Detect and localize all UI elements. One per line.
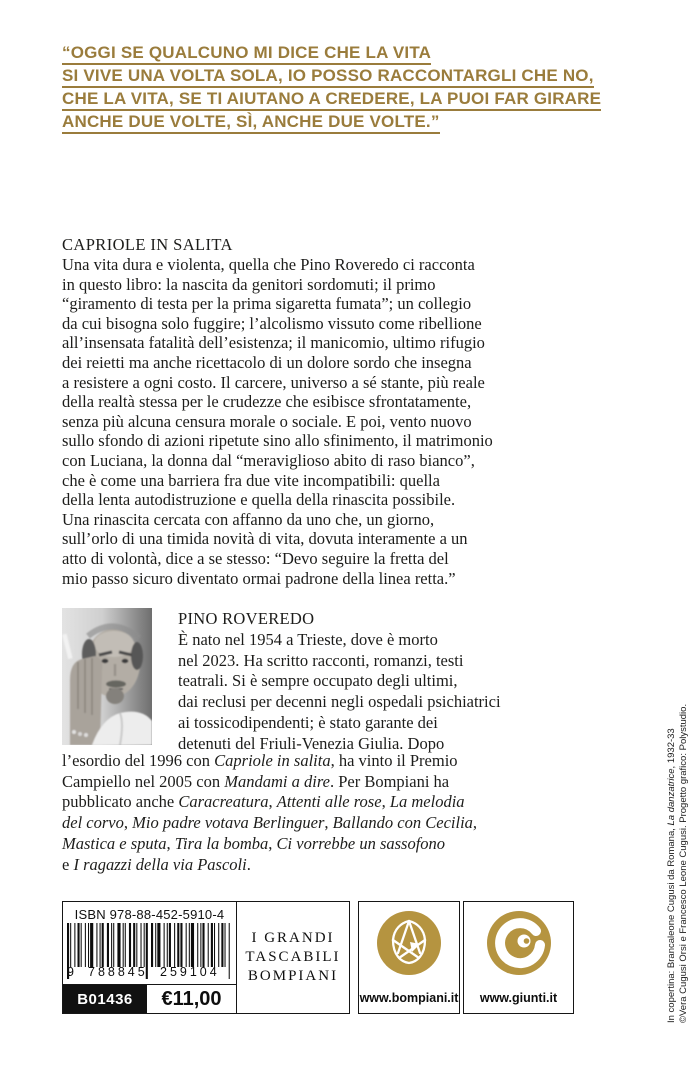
text-line: SI VIVE UNA VOLTA SOLA, IO POSSO RACCONTARGLI CHE NO, bbox=[62, 67, 594, 88]
text-line: dei reietti ma anche ricettacolo di un dolore sordo che insegna bbox=[62, 352, 472, 372]
giunti-url: www.giunti.it bbox=[479, 991, 558, 1005]
quote-block bbox=[62, 44, 601, 136]
price: €11,00 bbox=[161, 987, 222, 1010]
text-line: TASCABILI bbox=[245, 949, 341, 965]
text-line: “OGGI SE QUALCUNO MI DICE CHE LA VITA bbox=[62, 44, 431, 65]
giunti-logo-icon bbox=[487, 911, 551, 975]
author-bio-column bbox=[178, 608, 648, 754]
text-line: da cui bisogna solo fuggire; l’alcolismo vissuto come ribellione bbox=[62, 313, 482, 333]
text-line: e I ragazzi della via Pascoli. bbox=[62, 854, 251, 874]
text-line: della lenta autodistruzione e quella della rinascita possibile. bbox=[62, 490, 456, 510]
barcode-digits bbox=[63, 965, 236, 982]
bompiani-logo-icon bbox=[377, 911, 441, 975]
text-line: con Luciana, la donna dal “meraviglioso abito di raso bianco”, bbox=[62, 450, 475, 470]
text-line: a resistere a ogni costo. Il carcere, universo a sé stante, più reale bbox=[62, 372, 485, 392]
text-line: Una rinascita cercata con affanno da uno che, un giorno, bbox=[62, 509, 435, 529]
barcode-digit-group: 9 bbox=[67, 965, 74, 979]
isbn-imprint-box bbox=[62, 901, 350, 1014]
text-line: in questo libro: la nascita da genitori sordomuti; il primo bbox=[62, 274, 436, 294]
text-line: Campiello nel 2005 con Mandami a dire. Per Bompiani ha bbox=[62, 771, 450, 791]
text-line: detenuti del Friuli-Venezia Giulia. Dopo bbox=[178, 733, 445, 753]
text-line: BOMPIANI bbox=[247, 968, 339, 984]
book-title: CAPRIOLE IN SALITA bbox=[62, 235, 233, 254]
text-line: che è come una barriera fra due vite incompatibili: quella bbox=[62, 470, 440, 490]
author-bio-continued bbox=[62, 751, 647, 875]
text-line: l’esordio del 1996 con Capriole in salita, ha vinto il Premio bbox=[62, 751, 458, 770]
barcode-panel bbox=[63, 902, 237, 1013]
giunti-panel bbox=[463, 901, 574, 1014]
code-price-row bbox=[63, 984, 236, 1013]
text-line: pubblicato anche Caracreatura, Attenti alle rose, La melodia bbox=[62, 792, 465, 812]
author-bio-lines bbox=[178, 630, 648, 754]
description-lines bbox=[62, 255, 647, 588]
author-photo bbox=[62, 608, 152, 745]
imprint-panel bbox=[237, 902, 349, 1013]
text-line: I GRANDI bbox=[251, 930, 335, 946]
text-line: ANCHE DUE VOLTE, SÌ, ANCHE DUE VOLTE.” bbox=[62, 113, 440, 134]
text-line: “giramento di testa per la prima sigaretta fumata”; un collegio bbox=[62, 294, 472, 314]
text-line: teatrali. Si è sempre occupato degli ultimi, bbox=[178, 671, 458, 691]
text-line: del corvo, Mio padre votava Berlinguer, Ballando con Cecilia, bbox=[62, 813, 478, 833]
text-line: senza più alcuna censura morale o sociale. E poi, vento nuovo bbox=[62, 411, 472, 431]
cover-credits-text bbox=[666, 703, 692, 1023]
text-line: della realtà stessa per le crudezze che esibisce sfrontatamente, bbox=[62, 392, 472, 412]
text-line: sullo sfondo di azioni ripetute sino allo sfinimento, il matrimonio bbox=[62, 431, 493, 451]
text-line: dai reclusi per decenni negli ospedali psichiatrici bbox=[178, 692, 501, 712]
text-line: È nato nel 1954 a Trieste, dove è morto bbox=[178, 630, 438, 649]
barcode-digit-group: 259104 bbox=[160, 965, 220, 979]
text-line: In copertina: Brancaleone Cugusi da Romana, La danzatrice, 1932-33 bbox=[666, 728, 677, 1023]
text-line: all’insensata fatalità dell’esistenza; il manicomio, ultimo rifugio bbox=[62, 333, 485, 353]
text-line: sull’orlo di una timida novità di vita, dovuta interamente a un bbox=[62, 529, 468, 549]
text-line: ©Vera Cugusi Orsi e Francesco Leone Cugusi. Progetto grafico: Polystudio. bbox=[678, 703, 689, 1023]
author-name: PINO ROVEREDO bbox=[178, 609, 315, 628]
description-block bbox=[62, 234, 647, 588]
bompiani-panel bbox=[358, 901, 460, 1014]
text-line: Una vita dura e violenta, quella che Pino Roveredo ci racconta bbox=[62, 255, 475, 274]
barcode-digit-group: 788845 bbox=[88, 965, 148, 979]
text-line: atto di volontà, dice a se stesso: “Devo seguire la fretta del bbox=[62, 548, 449, 568]
text-line: Mastica e sputa, Tira la bomba, Ci vorrebbe un sassofono bbox=[62, 833, 446, 853]
isbn-label: ISBN 978-88-452-5910-4 bbox=[74, 907, 225, 922]
cover-credits bbox=[666, 703, 694, 1023]
text-line: ai tossicodipendenti; è stato garante dei bbox=[178, 712, 438, 732]
bompiani-url: www.bompiani.it bbox=[359, 991, 459, 1005]
text-line: mio passo sicuro diventato ormai padrone della linea retta.” bbox=[62, 568, 456, 588]
text-line: CHE LA VITA, SE TI AIUTANO A CREDERE, LA PUOI FAR GIRARE bbox=[62, 90, 601, 111]
footer-strip bbox=[62, 901, 574, 1014]
product-code: B01436 bbox=[63, 985, 147, 1013]
text-line: nel 2023. Ha scritto racconti, romanzi, testi bbox=[178, 650, 464, 670]
